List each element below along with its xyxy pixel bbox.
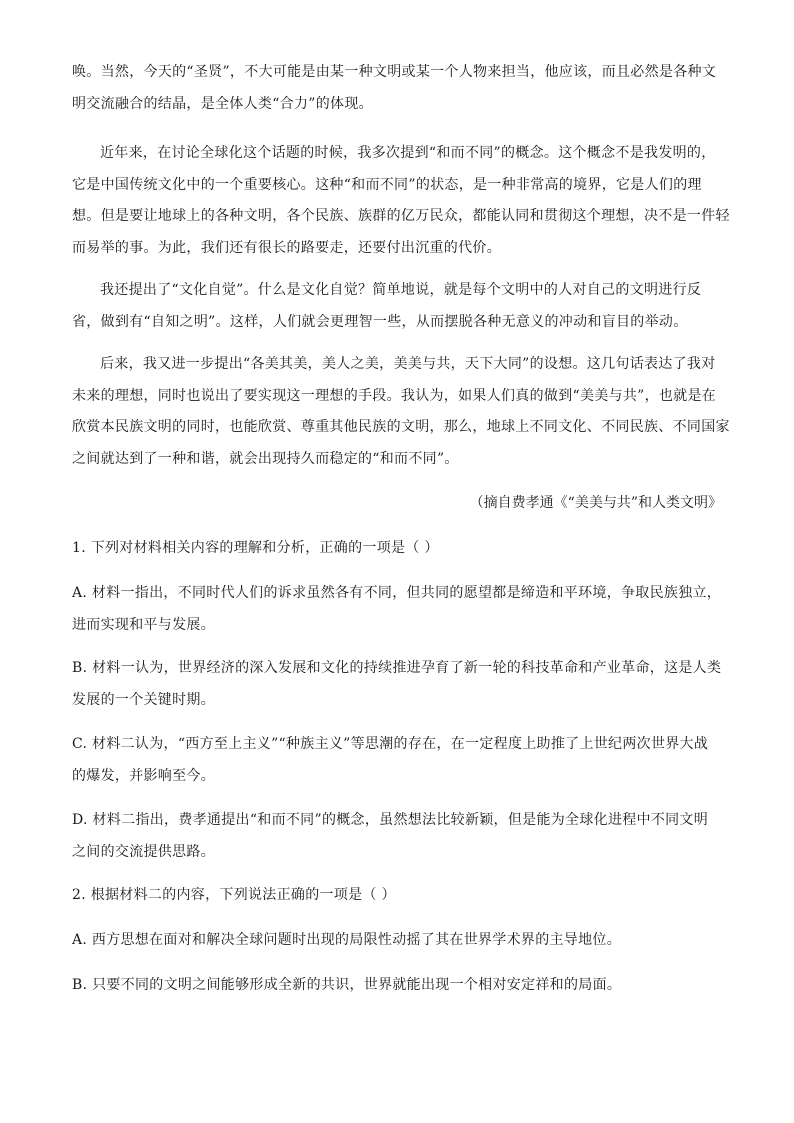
question-1-option-c <box>72 729 732 792</box>
paragraph-line: 未来的理想，同时也说出了要实现这一理想的手段。我认为，如果人们真的做到“美美与共”，也就是在 <box>72 387 717 404</box>
question-1-option-a <box>72 578 732 641</box>
question-2-option-b <box>72 970 732 1002</box>
paragraph-line: 而易举的事。为此，我们还有很长的路要走，还要付出沉重的代价。 <box>72 239 501 256</box>
option-line: B. 只要不同的文明之间能够形成全新的共识，世界就能出现一个相对安定祥和的局面。 <box>72 977 622 993</box>
question-stem: 1. 下列对材料相关内容的理解和分析，正确的一项是（ ） <box>72 540 439 556</box>
option-line: 之间的交流提供思路。 <box>72 843 215 860</box>
paragraph-line: 省，做到有“自知之明”。这样，人们就会更理智一些，从而摆脱各种无意义的冲动和盲目的举动。 <box>72 313 688 330</box>
paragraph-line: 欣赏本民族文明的同时，也能欣赏、尊重其他民族的文明，那么，地球上不同文化、不同民族、不同国家 <box>72 419 730 435</box>
option-line: D. 材料二指出，费孝通提出“和而不同”的概念，虽然想法比较新颖，但是能为全球化进程中不同文明 <box>72 812 709 828</box>
paragraph-line: 想。但是要让地球上的各种文明，各个民族、族群的亿万民众，都能认同和贯彻这个理想，决不是一件轻 <box>72 208 730 224</box>
question-stem: 2. 根据材料二的内容，下列说法正确的一项是（ ） <box>72 887 396 903</box>
paragraph-2 <box>72 138 730 264</box>
question-1-option-d <box>72 805 732 868</box>
paragraph-line: 之间就达到了一种和谐，就会出现持久而稳定的“和而不同”。 <box>72 450 459 467</box>
paragraph-line: 我还提出了“文化自觉”。什么是文化自觉？简单地说，就是每个文明中的人对自己的文明进行反 <box>100 282 702 298</box>
paragraph-line: 它是中国传统文化中的一个重要核心。这种“和而不同”的状态，是一种非常高的境界，它是人们的理 <box>72 176 702 193</box>
question-1 <box>72 533 732 565</box>
question-2-option-a <box>72 925 732 957</box>
option-line: C. 材料二认为，“西方至上主义”“种族主义”等思潮的存在，在一定程度上助推了上世纪两次世界大战 <box>72 736 709 752</box>
paragraph-line: 近年来，在讨论全球化这个话题的时候，我多次提到“和而不同”的概念。这个概念不是我发明的， <box>100 145 716 161</box>
question-2 <box>72 880 732 912</box>
source-attribution: （摘自费孝通《“美美与共”和人类文明》 <box>469 495 722 511</box>
option-line: 进而实现和平与发展。 <box>72 616 215 633</box>
option-line: A. 西方思想在面对和解决全球问题时出现的局限性动摇了其在世界学术界的主导地位。 <box>72 932 622 948</box>
paragraph-line: 后来，我又进一步提出“各美其美，美人之美，美美与共，天下大同”的设想。这几句话表达了我对 <box>100 356 716 372</box>
paragraph-3 <box>72 275 724 338</box>
paragraph-line: 明交流融合的结晶，是全体人类“合力”的体现。 <box>72 95 373 112</box>
option-line: 的爆发，并影响至今。 <box>72 767 215 784</box>
option-line: 发展的一个关键时期。 <box>72 691 215 708</box>
paragraph-line: 唤。当然，今天的“圣贤”，不大可能是由某一种文明或某一个人物来担当，他应该，而且必然是各种文 <box>72 64 717 80</box>
question-1-option-b <box>72 653 732 716</box>
paragraph-1 <box>72 57 724 120</box>
option-line: A. 材料一指出，不同时代人们的诉求虽然各有不同，但共同的愿望都是缔造和平环境，争取民族独立， <box>72 585 722 601</box>
option-line: B. 材料一认为，世界经济的深入发展和文化的持续推进孕育了新一轮的科技革命和产业革命，这是人类 <box>72 660 722 676</box>
paragraph-4 <box>72 349 730 475</box>
